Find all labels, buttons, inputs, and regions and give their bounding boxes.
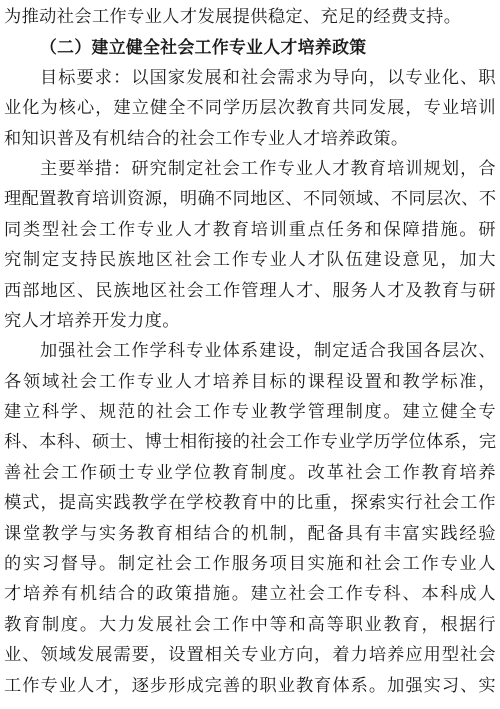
text-line: 建立科学、规范的社会工作专业教学管理制度。建立健全专: [4, 402, 496, 423]
document-body: [4, 2, 496, 701]
text-line: 西部地区、民族地区社会工作管理人才、服务人才及教育与研: [4, 280, 496, 301]
text-line: 各领域社会工作专业人才培养目标的课程设置和教学标准，: [4, 371, 496, 392]
text-line: 目标要求：以国家发展和社会需求为导向，以专业化、职: [40, 67, 496, 88]
text-line: 业、领域发展需要，设置相关专业方向，着力培养应用型社会: [4, 645, 496, 666]
text-line: 模式，提高实践教学在学校教育中的比重，探索实行社会工作: [4, 493, 496, 514]
text-line: 教育制度。大力发展社会工作中等和高等职业教育，根据行: [4, 614, 496, 635]
text-line: 的实习督导。制定社会工作服务项目实施和社会工作专业人: [4, 554, 496, 575]
text-line: 主要举措：研究制定社会工作专业人才教育培训规划，合: [40, 158, 496, 179]
text-line: 究人才培养开发力度。: [4, 310, 180, 331]
text-line: 业化为核心，建立健全不同学历层次教育共同发展，专业培训: [4, 98, 496, 119]
text-line: 课堂教学与实务教育相结合的机制，配备具有丰富实践经验: [4, 523, 496, 544]
text-line: 加强社会工作学科专业体系建设，制定适合我国各层次、: [40, 341, 496, 362]
text-line: 工作专业人才，逐步形成完善的职业教育体系。加强实习、实: [4, 675, 496, 696]
text-line: 和知识普及有机结合的社会工作专业人才培养政策。: [4, 128, 409, 149]
section-heading: （二）建立健全社会工作专业人才培养政策: [40, 37, 367, 58]
text-line: 才培养有机结合的政策措施。建立社会工作专科、本科成人: [4, 584, 496, 605]
text-line: 为推动社会工作专业人才发展提供稳定、充足的经费支持。: [4, 7, 462, 27]
text-line: 理配置教育培训资源，明确不同地区、不同领域、不同层次、不: [4, 189, 496, 210]
text-line: 科、本科、硕士、博士相衔接的社会工作专业学历学位体系，完: [4, 432, 496, 453]
text-line: 同类型社会工作专业人才教育培训重点任务和保障措施。研: [4, 219, 496, 240]
text-line: 善社会工作硕士专业学位教育制度。改革社会工作教育培养: [4, 462, 496, 483]
text-line: 究制定支持民族地区社会工作专业人才队伍建设意见，加大: [4, 250, 496, 271]
